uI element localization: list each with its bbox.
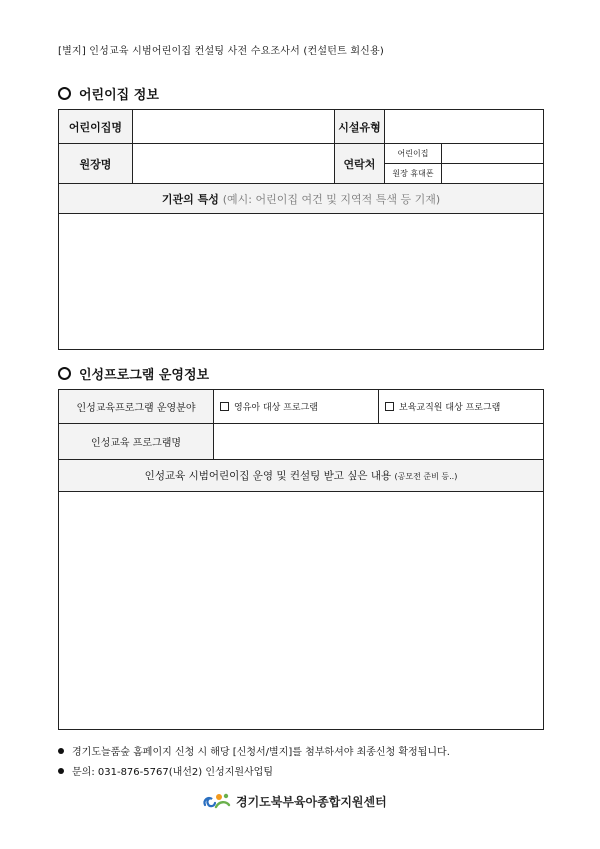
wish-header xyxy=(59,460,544,492)
note-item xyxy=(58,743,450,758)
program-info-table xyxy=(58,389,544,730)
contact-director-mobile-label: 원장 휴대폰 xyxy=(385,164,442,184)
characteristics-field[interactable] xyxy=(59,214,544,350)
daycare-name-field[interactable] xyxy=(133,110,335,144)
option-staff-checkbox[interactable] xyxy=(379,390,544,424)
wish-label: 인성교육 시범어린이집 운영 및 컨설팅 받고 싶은 내용 xyxy=(144,470,392,482)
contact-director-mobile-field[interactable] xyxy=(442,164,544,184)
circle-bullet-icon xyxy=(58,367,71,380)
director-name-field[interactable] xyxy=(133,144,335,184)
facility-type-field[interactable] xyxy=(385,110,544,144)
footer-logo xyxy=(202,791,387,811)
facility-type-label: 시설유형 xyxy=(335,110,385,144)
daycare-info-table xyxy=(58,109,544,350)
characteristics-hint: (예시: 어린이집 여건 및 지역적 특색 등 기재) xyxy=(222,192,441,206)
wish-field[interactable] xyxy=(59,492,544,730)
bullet-icon xyxy=(58,748,64,754)
section-title-text: 어린이집 정보 xyxy=(79,88,159,103)
contact-label: 연락처 xyxy=(335,144,385,184)
circle-bullet-icon xyxy=(58,87,71,100)
bullet-icon xyxy=(58,768,64,774)
section-title-daycare-info xyxy=(58,84,159,103)
organization-name: 경기도북부육아종합지원센터 xyxy=(236,794,387,809)
characteristics-header xyxy=(59,184,544,214)
characteristics-label: 기관의 특성 xyxy=(161,192,219,206)
note-item xyxy=(58,763,273,778)
checkbox-icon[interactable] xyxy=(385,402,394,411)
option-infant-checkbox[interactable] xyxy=(214,390,379,424)
center-logo-icon xyxy=(202,791,232,811)
checkbox-icon[interactable] xyxy=(220,402,229,411)
section-title-text: 인성프로그램 운영정보 xyxy=(79,368,210,383)
wish-hint: (공모전 준비 등..) xyxy=(394,472,458,481)
program-field-label: 인성교육프로그램 운영분야 xyxy=(59,390,214,424)
contact-daycare-label: 어린이집 xyxy=(385,144,442,164)
option-infant-label: 영유아 대상 프로그램 xyxy=(234,403,318,413)
note-text: 문의: 031-876-5767(내선2) 인성지원사업팀 xyxy=(72,767,273,778)
option-staff-label: 보육교직원 대상 프로그램 xyxy=(399,403,501,413)
note-text: 경기도늘품숲 홈페이지 신청 시 해당 [신청서/별지]를 첨부하셔야 최종신청 확정됩니다. xyxy=(72,747,450,758)
contact-daycare-field[interactable] xyxy=(442,144,544,164)
header-note: [별지] 인성교육 시범어린이집 컨설팅 사전 수요조사서 (컨설턴트 회신용) xyxy=(58,46,384,57)
program-name-field[interactable] xyxy=(214,424,544,460)
program-name-label: 인성교육 프로그램명 xyxy=(59,424,214,460)
section-title-program-info xyxy=(58,364,209,383)
daycare-name-label: 어린이집명 xyxy=(59,110,133,144)
director-name-label: 원장명 xyxy=(59,144,133,184)
